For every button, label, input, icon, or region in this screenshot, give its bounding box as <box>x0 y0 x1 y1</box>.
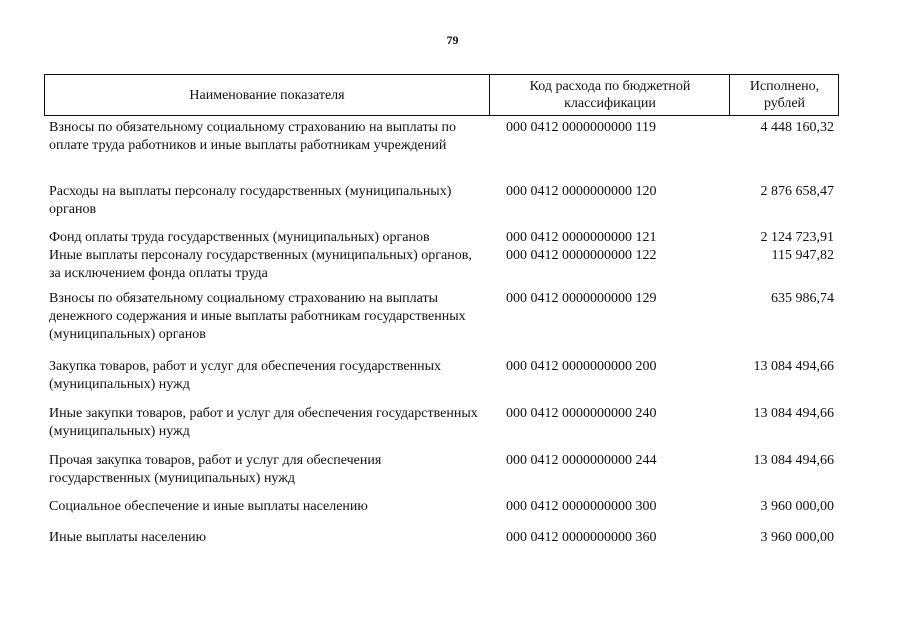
row-name: Закупка товаров, работ и услуг для обеспечения государственных (муниципальных) нужд <box>49 359 442 392</box>
row-code: 000 0412 0000000000 119 <box>506 120 656 135</box>
header-code: Код расхода по бюджетной классификации <box>489 75 730 115</box>
row-code: 000 0412 0000000000 129 <box>506 291 657 306</box>
row-code: 000 0412 0000000000 122 <box>506 248 657 263</box>
row-code: 000 0412 0000000000 244 <box>506 453 657 468</box>
row-code: 000 0412 0000000000 300 <box>506 499 657 514</box>
row-name: Иные закупки товаров, работ и услуг для обеспечения государственных (муниципальных) нужд <box>49 406 478 439</box>
row-amount: 3 960 000,00 <box>760 499 834 514</box>
row-code: 000 0412 0000000000 240 <box>506 406 657 421</box>
row-amount: 13 084 494,66 <box>753 359 834 374</box>
row-amount: 13 084 494,66 <box>753 406 834 421</box>
row-amount: 4 448 160,32 <box>760 120 834 135</box>
row-amount: 2 876 658,47 <box>760 184 834 199</box>
row-amount: 3 960 000,00 <box>760 530 834 545</box>
row-name: Фонд оплаты труда государственных (муниципальных) органов <box>49 230 430 245</box>
row-amount: 2 124 723,91 <box>760 230 834 245</box>
row-code: 000 0412 0000000000 120 <box>506 184 657 199</box>
row-amount: 13 084 494,66 <box>753 453 834 468</box>
table-header <box>44 74 839 116</box>
header-name: Наименование показателя <box>189 87 345 103</box>
row-name: Взносы по обязательному социальному страхованию на выплаты по оплате труда работников и иные выплаты работникам учреждений <box>49 120 457 153</box>
row-name: Прочая закупка товаров, работ и услуг для обеспечения государственных (муниципальных) нужд <box>49 453 382 486</box>
row-name: Иные выплаты населению <box>49 530 207 545</box>
row-name: Расходы на выплаты персоналу государственных (муниципальных) органов <box>49 184 452 217</box>
page-number: 79 <box>446 33 459 47</box>
row-code: 000 0412 0000000000 121 <box>506 230 657 245</box>
row-amount: 635 986,74 <box>771 291 834 306</box>
row-name: Социальное обеспечение и иные выплаты населению <box>49 499 368 514</box>
row-code: 000 0412 0000000000 360 <box>506 530 657 545</box>
row-amount: 115 947,82 <box>771 248 834 263</box>
row-name: Иные выплаты персоналу государственных (муниципальных) органов, за исключением фонда оплаты труда <box>49 248 472 281</box>
row-code: 000 0412 0000000000 200 <box>506 359 657 374</box>
row-name: Взносы по обязательному социальному страхованию на выплаты денежного содержания и иные выплаты работникам государственных (муниципальных) органов <box>49 291 466 342</box>
header-amount: Исполнено, рублей <box>729 75 839 115</box>
